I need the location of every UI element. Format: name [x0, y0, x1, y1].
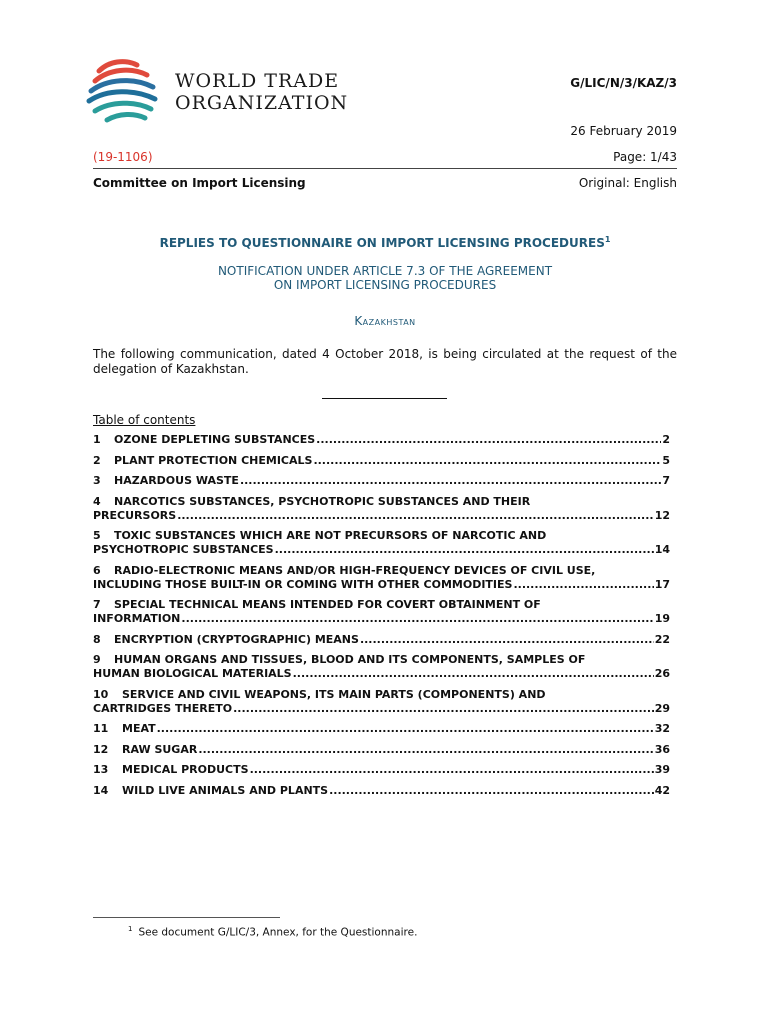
toc-leader-dots: [250, 763, 654, 777]
intro-paragraph: The following communication, dated 4 October 2018, is being circulated at the request of the delegation of Kazakhstan.: [93, 347, 677, 376]
toc-entry-title: HAZARDOUS WASTE: [114, 474, 239, 487]
page-indicator: Page: 1/43: [613, 150, 677, 164]
toc-entry-title-line1: NARCOTICS SUBSTANCES, PSYCHOTROPIC SUBSTANCES AND THEIR: [114, 494, 531, 508]
toc-leader-dots: [293, 667, 654, 681]
toc-heading: Table of contents: [93, 413, 196, 427]
toc-entry-number: 13: [93, 763, 109, 776]
toc-entry-number: 9: [93, 653, 101, 666]
toc-entry[interactable]: [93, 454, 670, 468]
subtitle-line1: NOTIFICATION UNDER ARTICLE 7.3 OF THE AGREEMENT: [217, 264, 553, 278]
committee-name: Committee on Import Licensing: [93, 176, 306, 190]
toc-leader-dots: [316, 433, 661, 447]
document-title-text: REPLIES TO QUESTIONNAIRE ON IMPORT LICENSING PROCEDURES: [159, 236, 605, 250]
country-name-text: Kazakhstan: [354, 314, 416, 328]
toc-entry-title: WILD LIVE ANIMALS AND PLANTS: [122, 783, 329, 797]
toc-entry-page: 29: [654, 701, 670, 715]
toc-entry[interactable]: [93, 653, 670, 681]
toc-leader-dots: [198, 743, 653, 757]
toc-entry-page: 26: [654, 667, 670, 680]
footnote-marker: 1: [128, 925, 133, 933]
toc-leader-dots: [181, 612, 653, 626]
toc-entry-number: 5: [93, 529, 101, 542]
toc-entry-title: HUMAN BIOLOGICAL MATERIALS: [93, 667, 292, 680]
toc-entry-page: 5: [662, 453, 670, 467]
organization-name-line1: WORLD TRADE: [175, 70, 340, 92]
toc-leader-dots: [233, 702, 654, 716]
toc-entry-title: CARTRIDGES THERETO: [93, 701, 233, 715]
toc-entry-number: 10: [93, 687, 109, 701]
title-footnote-ref[interactable]: 1: [604, 235, 611, 244]
toc-entry-page: 32: [654, 722, 670, 735]
toc-entry-page: 36: [654, 742, 670, 756]
toc-leader-dots: [157, 722, 654, 736]
toc-entry[interactable]: [93, 598, 670, 626]
toc-leader-dots: [513, 578, 653, 592]
toc-entry-title: MEAT: [122, 722, 156, 735]
toc-entry-title: MEDICAL PRODUCTS: [122, 763, 249, 776]
subtitle-line2: ON IMPORT LICENSING PROCEDURES: [273, 278, 497, 292]
toc-entry[interactable]: [93, 722, 670, 736]
toc-entry[interactable]: [93, 495, 670, 523]
toc-entry-number: 11: [93, 722, 109, 735]
toc-entry-page: 19: [654, 612, 670, 625]
toc-entry-title: PLANT PROTECTION CHEMICALS: [114, 453, 313, 467]
organization-name: [175, 70, 348, 114]
toc-entry-number: 7: [93, 598, 101, 611]
toc-entry-number: 4: [93, 494, 101, 508]
toc-entry-title: RAW SUGAR: [122, 742, 198, 756]
toc-entry-title-line1: SERVICE AND CIVIL WEAPONS, ITS MAIN PARTS (COMPONENTS) AND: [122, 687, 546, 701]
original-language: Original: English: [578, 176, 677, 190]
toc-entry[interactable]: [93, 474, 670, 488]
toc-entry-page: 2: [662, 433, 670, 446]
toc-leader-dots: [240, 474, 661, 488]
document-symbol: G/LIC/N/3/KAZ/3: [570, 76, 677, 90]
toc-entry[interactable]: [93, 688, 670, 716]
document-subtitle: [93, 264, 677, 292]
toc-entry-title: INFORMATION: [93, 612, 181, 625]
toc-entry-page: 39: [654, 763, 670, 776]
toc-entry-title: ENCRYPTION (CRYPTOGRAPHIC) MEANS: [114, 632, 359, 646]
document-date: 26 February 2019: [570, 124, 677, 138]
toc-entry[interactable]: [93, 784, 670, 798]
table-of-contents: [93, 433, 670, 804]
toc-entry[interactable]: [93, 763, 670, 777]
toc-entry-number: 12: [93, 742, 109, 756]
job-number: (19-1106): [93, 150, 153, 164]
toc-leader-dots: [313, 454, 661, 468]
header-divider: [93, 168, 677, 169]
toc-entry-page: 14: [654, 543, 670, 556]
footnote-divider: [93, 917, 280, 918]
toc-entry-page: 42: [654, 783, 670, 797]
toc-entry-title-line1: TOXIC SUBSTANCES WHICH ARE NOT PRECURSORS OF NARCOTIC AND: [114, 529, 547, 542]
toc-entry-number: 3: [93, 474, 101, 487]
toc-leader-dots: [275, 543, 654, 557]
organization-name-line2: ORGANIZATION: [175, 92, 349, 114]
document-title: [93, 235, 677, 250]
toc-entry-page: 22: [654, 632, 670, 646]
footnote-text: See document G/LIC/3, Annex, for the Questionnaire.: [138, 926, 418, 939]
toc-entry[interactable]: [93, 529, 670, 557]
toc-entry[interactable]: [93, 743, 670, 757]
toc-entry-title: OZONE DEPLETING SUBSTANCES: [114, 433, 316, 446]
country-name: [93, 314, 677, 328]
toc-entry-page: 17: [654, 577, 670, 591]
toc-leader-dots: [177, 509, 654, 523]
footnote: [128, 925, 417, 939]
toc-entry-title-line1: HUMAN ORGANS AND TISSUES, BLOOD AND ITS COMPONENTS, SAMPLES OF: [114, 653, 586, 666]
toc-entry[interactable]: [93, 433, 670, 447]
toc-entry-number: 1: [93, 433, 101, 446]
toc-entry-title: INCLUDING THOSE BUILT-IN OR COMING WITH OTHER COMMODITIES: [93, 577, 513, 591]
toc-entry[interactable]: [93, 564, 670, 592]
toc-leader-dots: [329, 784, 654, 798]
toc-entry-page: 7: [662, 474, 670, 487]
toc-entry-title-line1: SPECIAL TECHNICAL MEANS INTENDED FOR COVERT OBTAINMENT OF: [114, 598, 541, 611]
toc-entry-page: 12: [654, 508, 670, 522]
toc-entry-number: 6: [93, 563, 101, 577]
wto-logo-icon: [85, 57, 165, 127]
toc-leader-dots: [360, 633, 654, 647]
toc-entry-number: 8: [93, 632, 101, 646]
toc-entry-number: 2: [93, 453, 101, 467]
section-separator: [322, 398, 447, 399]
toc-entry[interactable]: [93, 633, 670, 647]
toc-entry-number: 14: [93, 783, 109, 797]
toc-entry-title-line1: RADIO-ELECTRONIC MEANS AND/OR HIGH-FREQUENCY DEVICES OF CIVIL USE,: [114, 563, 596, 577]
toc-entry-title: PSYCHOTROPIC SUBSTANCES: [93, 543, 274, 556]
toc-entry-title: PRECURSORS: [93, 508, 177, 522]
